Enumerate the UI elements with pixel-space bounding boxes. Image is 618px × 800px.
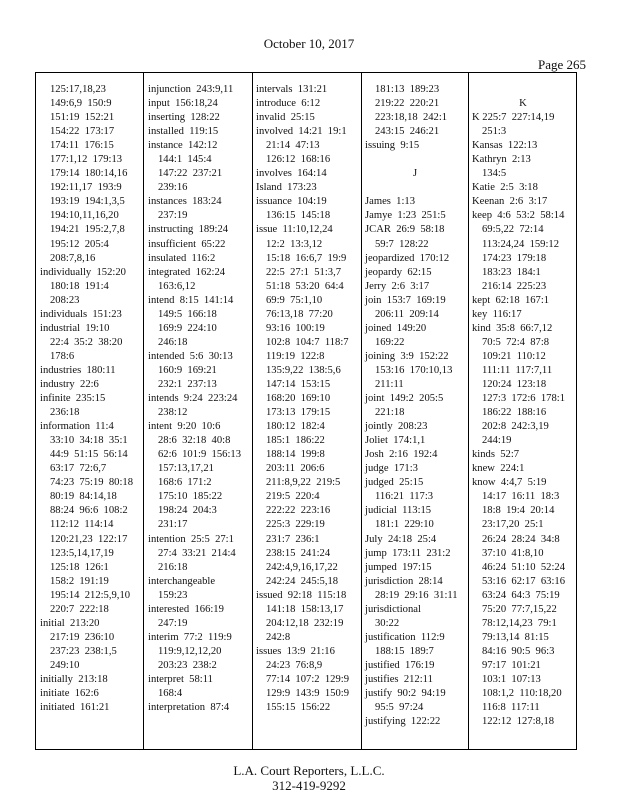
index-entry: instructing 189:24 bbox=[148, 224, 229, 236]
index-entry: July 24:18 25:4 bbox=[365, 533, 437, 545]
index-page-refs: 51:18 53:20 64:4 bbox=[266, 280, 344, 292]
index-entry: judged 25:15 bbox=[365, 477, 424, 489]
index-entry: interpretation 87:4 bbox=[148, 702, 230, 714]
index-page-refs: 249:10 bbox=[50, 659, 80, 671]
index-page-refs: 129:9 143:9 150:9 bbox=[266, 688, 349, 700]
index-entry: jeopardy 62:15 bbox=[365, 266, 432, 278]
index-entry: instances 183:24 bbox=[148, 196, 222, 208]
index-page-refs: 97:17 101:21 bbox=[482, 659, 541, 671]
index-entry: James 1:13 bbox=[365, 196, 416, 208]
index-entry: interim 77:2 119:9 bbox=[148, 631, 232, 643]
blank-line bbox=[365, 181, 465, 195]
index-page-refs: 93:16 100:19 bbox=[266, 322, 325, 334]
index-page-refs: 237:19 bbox=[158, 210, 188, 222]
index-page-refs: 219:22 220:21 bbox=[375, 98, 440, 110]
index-entry: invalid 25:15 bbox=[256, 112, 315, 124]
index-column-3 bbox=[256, 83, 359, 715]
index-entry: intend 8:15 141:14 bbox=[148, 294, 234, 306]
page-number: Page 265 bbox=[537, 57, 586, 72]
index-entry: kinds 52:7 bbox=[472, 449, 520, 461]
index-page-refs: 28:19 29:16 31:11 bbox=[375, 589, 458, 601]
index-page-refs: 149:6,9 150:9 bbox=[50, 98, 112, 110]
index-page-refs: 231:17 bbox=[158, 519, 188, 531]
index-entry: issuing 9:15 bbox=[365, 140, 420, 152]
index-entry: involves 164:14 bbox=[256, 168, 327, 180]
page-date: October 10, 2017 bbox=[263, 36, 355, 51]
index-page-refs: 168:6 171:2 bbox=[158, 477, 212, 489]
index-entry: interested 166:19 bbox=[148, 603, 224, 615]
index-page-refs: 238:12 bbox=[158, 407, 188, 419]
index-page-refs: 44:9 51:15 56:14 bbox=[50, 449, 128, 461]
index-entry: Kansas 122:13 bbox=[472, 140, 538, 152]
index-page-refs: 247:19 bbox=[158, 617, 188, 629]
index-page-refs: 169:22 bbox=[375, 336, 405, 348]
index-column-2 bbox=[148, 83, 249, 715]
index-page-refs: 239:16 bbox=[158, 182, 188, 194]
index-entry: individuals 151:23 bbox=[40, 308, 122, 320]
index-entry: Joliet 174:1,1 bbox=[365, 435, 426, 447]
index-page-refs: 188:14 199:8 bbox=[266, 449, 325, 461]
index-page-refs: 192:11,17 193:9 bbox=[50, 182, 122, 194]
index-entry: issue 11:10,12,24 bbox=[256, 224, 333, 236]
index-entry: JCAR 26:9 58:18 bbox=[365, 224, 445, 236]
index-page-refs: 147:22 237:21 bbox=[158, 168, 223, 180]
index-entry: insulated 116:2 bbox=[148, 252, 216, 264]
index-page-refs: 155:15 156:22 bbox=[266, 702, 331, 714]
index-page-refs: 204:12,18 232:19 bbox=[266, 617, 344, 629]
index-page-refs: 186:22 188:16 bbox=[482, 407, 547, 419]
index-entry: Jamye 1:23 251:5 bbox=[365, 210, 446, 222]
index-entry: Island 173:23 bbox=[256, 182, 317, 194]
index-page-refs: 194:21 195:2,7,8 bbox=[50, 224, 125, 236]
index-page-refs: 77:14 107:2 129:9 bbox=[266, 673, 349, 685]
index-page-refs: 231:7 236:1 bbox=[266, 533, 320, 545]
index-entry: infinite 235:15 bbox=[40, 393, 106, 405]
index-page-refs: 37:10 41:8,10 bbox=[482, 547, 544, 559]
index-page-refs: 194:10,11,16,20 bbox=[50, 210, 119, 222]
index-page-refs: 12:2 13:3,12 bbox=[266, 238, 323, 250]
footer-phone: 312-419-9292 bbox=[272, 778, 346, 793]
index-page-refs: 26:24 28:24 34:8 bbox=[482, 533, 560, 545]
index-entry: intervals 131:21 bbox=[256, 84, 328, 95]
index-column-1 bbox=[40, 83, 141, 715]
index-page-refs: 108:1,2 110:18,20 bbox=[482, 688, 562, 700]
index-page-refs: 125:17,18,23 bbox=[50, 84, 106, 95]
index-entry: K 225:7 227:14,19 bbox=[472, 112, 555, 124]
index-page-refs: 246:18 bbox=[158, 336, 188, 348]
index-page-refs: 163:6,12 bbox=[158, 280, 196, 292]
index-entry: joining 3:9 152:22 bbox=[365, 350, 449, 362]
index-entry: justify 90:2 94:19 bbox=[365, 688, 446, 700]
index-page-refs: 74:23 75:19 80:18 bbox=[50, 477, 133, 489]
index-page-refs: 159:23 bbox=[158, 589, 188, 601]
index-page-refs: 223:18,18 242:1 bbox=[375, 112, 448, 124]
index-entry: jurisdiction 28:14 bbox=[365, 575, 443, 587]
index-page-refs: 174:11 176:15 bbox=[50, 140, 114, 152]
index-entry: instance 142:12 bbox=[148, 140, 218, 152]
index-page-refs: 84:16 90:5 96:3 bbox=[482, 645, 555, 657]
index-entry: introduce 6:12 bbox=[256, 98, 321, 110]
index-page-refs: 198:24 204:3 bbox=[158, 505, 217, 517]
index-page-refs: 116:8 117:11 bbox=[482, 702, 540, 714]
index-page-refs: 151:19 152:21 bbox=[50, 112, 115, 124]
index-page-refs: 206:11 209:14 bbox=[375, 308, 439, 320]
index-page-refs: 78:12,14,23 79:1 bbox=[482, 617, 557, 629]
index-page-refs: 75:20 77:7,15,22 bbox=[482, 603, 557, 615]
index-page-refs: 251:3 bbox=[482, 126, 507, 138]
index-page-refs: 22:4 35:2 38:20 bbox=[50, 336, 123, 348]
index-page-refs: 123:5,14,17,19 bbox=[50, 547, 114, 559]
index-entry: Kathryn 2:13 bbox=[472, 154, 531, 166]
index-page-refs: 180:18 191:4 bbox=[50, 280, 109, 292]
index-page-refs: 27:4 33:21 214:4 bbox=[158, 547, 236, 559]
index-entry: joint 149:2 205:5 bbox=[365, 393, 444, 405]
index-entry: judge 171:3 bbox=[365, 463, 418, 475]
index-page-refs: 211:11 bbox=[375, 378, 404, 390]
index-entry: join 153:7 169:19 bbox=[365, 294, 446, 306]
index-page-refs: 219:5 220:4 bbox=[266, 491, 320, 503]
index-entry: integrated 162:24 bbox=[148, 266, 226, 278]
index-page-refs: 119:19 122:8 bbox=[266, 350, 325, 362]
index-page-refs: 119:9,12,12,20 bbox=[158, 645, 222, 657]
index-entry: insufficient 65:22 bbox=[148, 238, 226, 250]
index-entry: initially 213:18 bbox=[40, 673, 108, 685]
index-entry: intent 9:20 10:6 bbox=[148, 421, 221, 433]
index-page-refs: 180:12 182:4 bbox=[266, 421, 325, 433]
index-page-refs: 208:23 bbox=[50, 294, 80, 306]
index-page-refs: 112:12 114:14 bbox=[50, 519, 114, 531]
index-entry: Keenan 2:6 3:17 bbox=[472, 196, 548, 208]
index-entry: individually 152:20 bbox=[40, 266, 126, 278]
index-page-refs: 179:14 180:14,16 bbox=[50, 168, 128, 180]
index-entry: kind 35:8 66:7,12 bbox=[472, 322, 553, 334]
index-page-refs: 15:18 16:6,7 19:9 bbox=[266, 252, 347, 264]
index-page-refs: 216:14 225:23 bbox=[482, 280, 547, 292]
index-page-refs: 88:24 96:6 108:2 bbox=[50, 505, 128, 517]
index-page-refs: 69:5,22 72:14 bbox=[482, 224, 544, 236]
index-page-refs: 23:17,20 25:1 bbox=[482, 519, 544, 531]
index-page-refs: 136:15 145:18 bbox=[266, 210, 331, 222]
index-page-refs: 225:3 229:19 bbox=[266, 519, 325, 531]
index-entry: information 11:4 bbox=[40, 421, 114, 433]
index-page-refs: 95:5 97:24 bbox=[375, 702, 424, 714]
section-letter: K bbox=[519, 98, 527, 110]
index-page-refs: 135:9,22 138:5,6 bbox=[266, 364, 341, 376]
index-page-refs: 14:17 16:11 18:3 bbox=[482, 491, 560, 503]
index-page-refs: 103:1 107:13 bbox=[482, 673, 541, 685]
index-entry: key 116:17 bbox=[472, 308, 522, 320]
index-page-refs: 216:18 bbox=[158, 561, 188, 573]
index-entry: justifying 122:22 bbox=[365, 716, 441, 728]
index-page-refs: 46:24 51:10 52:24 bbox=[482, 561, 565, 573]
index-page-refs: 144:1 145:4 bbox=[158, 154, 212, 166]
index-entry: issues 13:9 21:16 bbox=[256, 645, 335, 657]
index-entry: justification 112:9 bbox=[365, 631, 445, 643]
index-entry: involved 14:21 19:1 bbox=[256, 126, 347, 138]
index-page-refs: 237:23 238:1,5 bbox=[50, 645, 117, 657]
index-entry: initiate 162:6 bbox=[40, 688, 99, 700]
index-page-refs: 244:19 bbox=[482, 435, 512, 447]
index-entry: justifies 212:11 bbox=[365, 673, 433, 685]
index-page-refs: 158:2 191:19 bbox=[50, 575, 109, 587]
index-page-refs: 236:18 bbox=[50, 407, 80, 419]
index-page-refs: 134:5 bbox=[482, 168, 507, 180]
index-page-refs: 122:12 127:8,18 bbox=[482, 716, 555, 728]
index-entry: injunction 243:9,11 bbox=[148, 84, 234, 95]
index-page-refs: 102:8 104:7 118:7 bbox=[266, 336, 349, 348]
index-page-refs: 193:19 194:1,3,5 bbox=[50, 196, 125, 208]
index-page-refs: 21:14 47:13 bbox=[266, 140, 320, 152]
index-page-refs: 59:7 128:22 bbox=[375, 238, 429, 250]
index-page-refs: 126:12 168:16 bbox=[266, 154, 331, 166]
index-entry: initiated 161:21 bbox=[40, 702, 110, 714]
index-page-refs: 181:1 229:10 bbox=[375, 519, 434, 531]
index-page-refs: 62:6 101:9 156:13 bbox=[158, 449, 241, 461]
index-page-refs: 188:15 189:7 bbox=[375, 645, 434, 657]
index-entry: industry 22:6 bbox=[40, 378, 99, 390]
index-page-refs: 243:15 246:21 bbox=[375, 126, 440, 138]
index-page-refs: 63:17 72:6,7 bbox=[50, 463, 107, 475]
index-page-refs: 222:22 223:16 bbox=[266, 505, 331, 517]
index-entry: keep 4:6 53:2 58:14 bbox=[472, 210, 565, 222]
index-page-refs: 202:8 242:3,19 bbox=[482, 421, 549, 433]
index-page-refs: 147:14 153:15 bbox=[266, 378, 331, 390]
index-page-refs: 211:8,9,22 219:5 bbox=[266, 477, 341, 489]
index-page-refs: 242:8 bbox=[266, 631, 291, 643]
index-frame bbox=[35, 72, 577, 750]
footer-company: L.A. Court Reporters, L.L.C. bbox=[233, 763, 385, 778]
index-page-refs: 203:23 238:2 bbox=[158, 659, 217, 671]
index-page-refs: 168:4 bbox=[158, 688, 183, 700]
index-page-refs: 80:19 84:14,18 bbox=[50, 491, 117, 503]
index-entry: initial 213:20 bbox=[40, 617, 100, 629]
index-page-refs: 195:14 212:5,9,10 bbox=[50, 589, 131, 601]
index-page-refs: 116:21 117:3 bbox=[375, 491, 434, 503]
index-entry: industrial 19:10 bbox=[40, 322, 110, 334]
index-entry: interpret 58:11 bbox=[148, 673, 213, 685]
index-page-refs: 33:10 34:18 35:1 bbox=[50, 435, 128, 447]
index-page-refs: 149:5 166:18 bbox=[158, 308, 217, 320]
index-page-refs: 174:23 179:18 bbox=[482, 252, 547, 264]
index-page-refs: 181:13 189:23 bbox=[375, 84, 440, 95]
index-page-refs: 153:16 170:10,13 bbox=[375, 364, 453, 376]
index-page-refs: 238:15 241:24 bbox=[266, 547, 331, 559]
index-page-refs: 69:9 75:1,10 bbox=[266, 294, 323, 306]
index-page-refs: 242:4,9,16,17,22 bbox=[266, 561, 338, 573]
index-page-refs: 232:1 237:13 bbox=[158, 378, 217, 390]
index-page-refs: 242:24 245:5,18 bbox=[266, 575, 339, 587]
index-entry: inserting 128:22 bbox=[148, 112, 220, 124]
index-entry: kept 62:18 167:1 bbox=[472, 294, 550, 306]
index-entry: judicial 113:15 bbox=[365, 505, 432, 517]
index-page-refs: 70:5 72:4 87:8 bbox=[482, 336, 550, 348]
index-page-refs: 217:19 236:10 bbox=[50, 631, 115, 643]
index-page-refs: 120:21,23 122:17 bbox=[50, 533, 128, 545]
index-entry: jurisdictional bbox=[365, 603, 421, 615]
index-page-refs: 208:7,8,16 bbox=[50, 252, 96, 264]
index-page-refs: 22:5 27:1 51:3,7 bbox=[266, 266, 342, 278]
index-page-refs: 203:11 206:6 bbox=[266, 463, 325, 475]
index-entry: jeopardized 170:12 bbox=[365, 252, 450, 264]
section-letter: J bbox=[412, 168, 418, 180]
column-divider bbox=[143, 73, 144, 749]
index-entry: know 4:4,7 5:19 bbox=[472, 477, 547, 489]
index-page-refs: 120:24 123:18 bbox=[482, 378, 547, 390]
index-entry: Jerry 2:6 3:17 bbox=[365, 280, 430, 292]
index-entry: intention 25:5 27:1 bbox=[148, 533, 234, 545]
index-page-refs: 28:6 32:18 40:8 bbox=[158, 435, 231, 447]
index-entry: joined 149:20 bbox=[365, 322, 427, 334]
index-column-5 bbox=[472, 83, 574, 729]
index-page-refs: 125:18 126:1 bbox=[50, 561, 109, 573]
index-page-refs: 76:13,18 77:20 bbox=[266, 308, 333, 320]
index-entry: issuance 104:19 bbox=[256, 196, 327, 208]
index-page-refs: 154:22 173:17 bbox=[50, 126, 115, 138]
index-page-refs: 183:23 184:1 bbox=[482, 266, 541, 278]
index-entry: input 156:18,24 bbox=[148, 98, 218, 110]
column-divider bbox=[468, 73, 469, 749]
index-entry: industries 180:11 bbox=[40, 364, 116, 376]
index-page-refs: 79:13,14 81:15 bbox=[482, 631, 549, 643]
index-entry: jointly 208:23 bbox=[365, 421, 428, 433]
index-page-refs: 195:12 205:4 bbox=[50, 238, 109, 250]
index-column-4 bbox=[365, 83, 465, 729]
index-entry: Katie 2:5 3:18 bbox=[472, 182, 538, 194]
column-divider bbox=[361, 73, 362, 749]
blank-line bbox=[365, 153, 465, 167]
index-page-refs: 178:6 bbox=[50, 350, 75, 362]
index-page-refs: 53:16 62:17 63:16 bbox=[482, 575, 565, 587]
index-entry: intended 5:6 30:13 bbox=[148, 350, 233, 362]
index-page-refs: 185:1 186:22 bbox=[266, 435, 325, 447]
index-entry: issued 92:18 115:18 bbox=[256, 589, 347, 601]
index-page-refs: 109:21 110:12 bbox=[482, 350, 546, 362]
index-page-refs: 175:10 185:22 bbox=[158, 491, 223, 503]
index-entry: jump 173:11 231:2 bbox=[365, 547, 451, 559]
blank-line bbox=[472, 83, 574, 97]
index-entry: Josh 2:16 192:4 bbox=[365, 449, 438, 461]
index-page-refs: 63:24 64:3 75:19 bbox=[482, 589, 560, 601]
index-entry: installed 119:15 bbox=[148, 126, 219, 138]
index-page-refs: 127:3 172:6 178:1 bbox=[482, 393, 565, 405]
index-page-refs: 177:1,12 179:13 bbox=[50, 154, 123, 166]
index-entry: knew 224:1 bbox=[472, 463, 525, 475]
index-page-refs: 18:8 19:4 20:14 bbox=[482, 505, 555, 517]
index-page-refs: 30:22 bbox=[375, 617, 400, 629]
index-page-refs: 169:9 224:10 bbox=[158, 322, 217, 334]
index-page-refs: 24:23 76:8,9 bbox=[266, 659, 323, 671]
column-divider bbox=[252, 73, 253, 749]
index-entry: justified 176:19 bbox=[365, 659, 435, 671]
index-entry: jumped 197:15 bbox=[365, 561, 432, 573]
index-page-refs: 111:11 117:7,11 bbox=[482, 364, 553, 376]
index-page-refs: 113:24,24 159:12 bbox=[482, 238, 560, 250]
index-page-refs: 141:18 158:13,17 bbox=[266, 603, 344, 615]
index-page-refs: 221:18 bbox=[375, 407, 405, 419]
index-page-refs: 220:7 222:18 bbox=[50, 603, 109, 615]
index-page-refs: 160:9 169:21 bbox=[158, 364, 217, 376]
index-page-refs: 168:20 169:10 bbox=[266, 393, 331, 405]
index-entry: interchangeable bbox=[148, 575, 216, 587]
index-page-refs: 173:13 179:15 bbox=[266, 407, 331, 419]
index-page-refs: 157:13,17,21 bbox=[158, 463, 214, 475]
index-entry: intends 9:24 223:24 bbox=[148, 393, 238, 405]
